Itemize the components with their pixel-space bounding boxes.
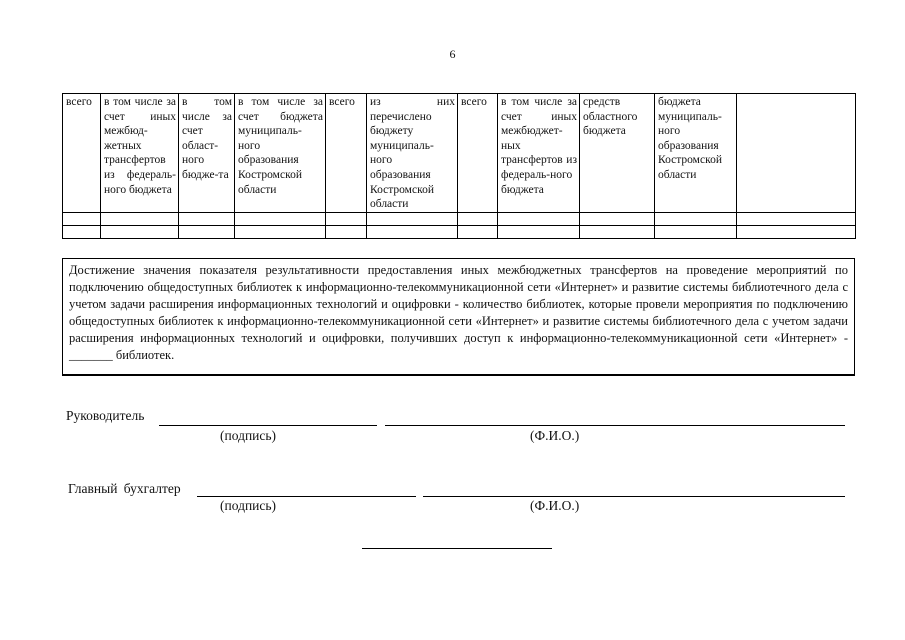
table-cell: [101, 225, 179, 238]
table-cell: [655, 212, 737, 225]
table-row: [63, 225, 856, 238]
table-cell: [367, 212, 458, 225]
head-signature-line: [159, 425, 377, 426]
table-cell: [458, 212, 498, 225]
table-cell: [326, 225, 367, 238]
header-cell: в том числе за счет иных межбюд-жетных трансфертов из федераль-ного бюджета: [101, 94, 179, 213]
header-cell: всего: [326, 94, 367, 213]
table-cell: [179, 225, 235, 238]
accountant-signature-line: [197, 496, 416, 497]
table-cell: [580, 225, 655, 238]
table-cell: [179, 212, 235, 225]
indicator-box: [62, 258, 855, 376]
end-divider: [362, 548, 552, 549]
table-cell: [737, 212, 856, 225]
table-cell: [326, 212, 367, 225]
header-cell: из них перечислено бюджету муниципаль-ного образования Костромской области: [367, 94, 458, 213]
table-cell: [737, 225, 856, 238]
table-cell: [63, 225, 101, 238]
page-number: 6: [449, 47, 456, 61]
header-cell: в том числе за счет област-ного бюдже-та: [179, 94, 235, 213]
table-cell: [458, 225, 498, 238]
table-cell: [498, 225, 580, 238]
header-cell: всего: [458, 94, 498, 213]
table-cell: [235, 225, 326, 238]
accountant-name-caption: (Ф.И.О.): [530, 498, 580, 513]
head-label: Руководитель: [66, 408, 145, 423]
table-cell: [498, 212, 580, 225]
table-cell: [101, 212, 179, 225]
head-name-caption: (Ф.И.О.): [530, 428, 580, 443]
accountant-label: Главный бухгалтер: [68, 481, 181, 496]
table-cell: [235, 212, 326, 225]
table-header-row: [63, 94, 856, 213]
table-row: [63, 212, 856, 225]
header-cell: в том числе за счет бюджета муниципаль-ного образования Костромской области: [235, 94, 326, 213]
table-cell: [580, 212, 655, 225]
head-name-line: [385, 425, 845, 426]
accountant-name-line: [423, 496, 845, 497]
header-cell: всего: [63, 94, 101, 213]
table-cell: [63, 212, 101, 225]
indicator-text: Достижение значения показателя результативности предоставления иных межбюджетных трансфертов на проведение мероприятий по подключению общедоступных библиотек к информационно-телекоммуникационной сети «Интернет» и развитие системы библиотечного дела с учетом задачи расширения информационных технологий и оцифровки - количество библиотек, которые провели мероприятия по подключению общедоступных библиотек к информационно-телекоммуникационной сети «Интернет» и развитие системы библиотечного дела с учетом задачи расширения информационных технологий и оцифровки, получивших доступ к информационно-телекоммуникационной сети «Интернет» - _______ библиотек.: [69, 263, 848, 362]
header-cell: в том числе за счет иных межбюджет-ных трансфертов из федераль-ного бюджета: [498, 94, 580, 213]
header-cell: [737, 94, 856, 213]
table-cell: [367, 225, 458, 238]
budget-table: [62, 93, 856, 239]
accountant-signature-caption: (подпись): [220, 498, 277, 513]
header-cell: бюджета муниципаль-ного образования Костромской области: [655, 94, 737, 213]
table-cell: [655, 225, 737, 238]
head-signature-caption: (подпись): [220, 428, 277, 443]
header-cell: средств областного бюджета: [580, 94, 655, 213]
